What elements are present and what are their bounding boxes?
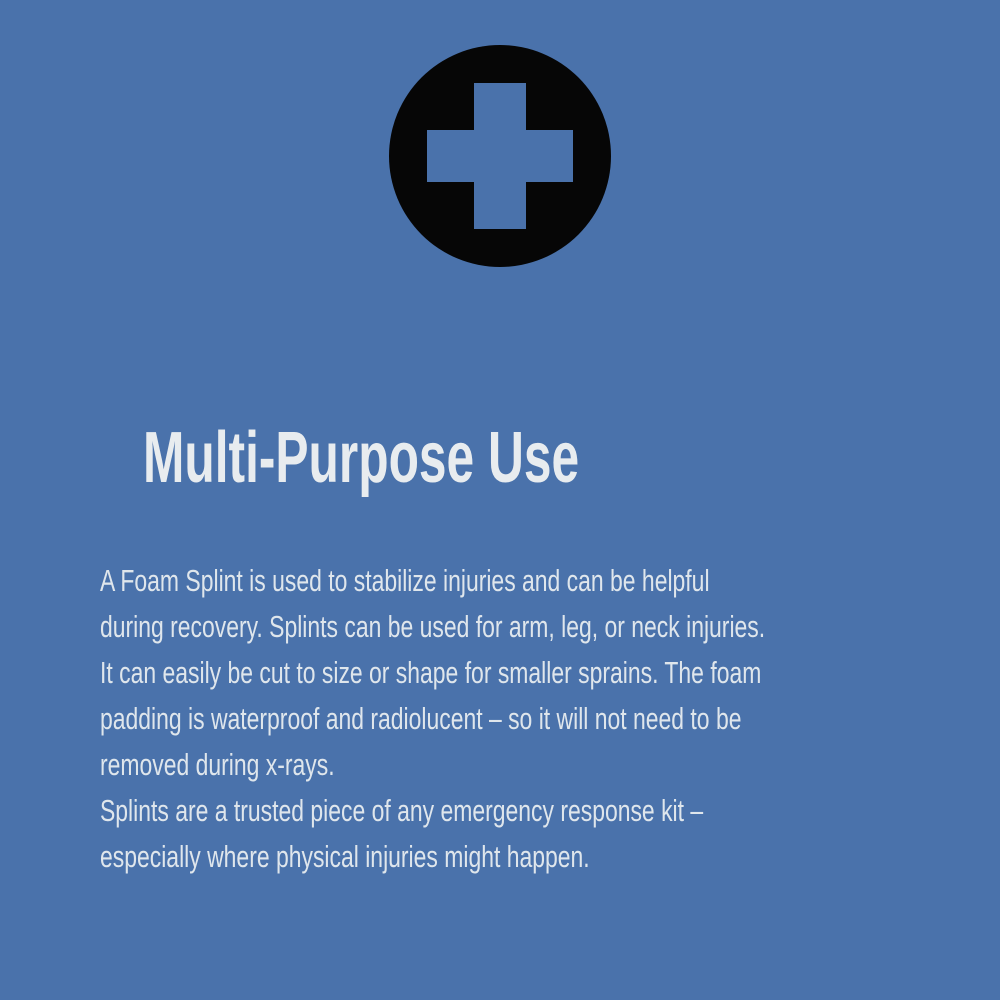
body-line: removed during x-rays. [100,747,335,782]
body-line: padding is waterproof and radiolucent – so it will not need to be [100,701,742,736]
body-line: It can easily be cut to size or shape for smaller sprains. The foam [100,655,762,690]
medical-cross-svg [389,45,611,267]
body-line: especially where physical injuries might happen. [100,839,590,874]
body-line: A Foam Splint is used to stabilize injuries and can be helpful [100,563,710,598]
body-paragraph [100,558,765,880]
body-line: during recovery. Splints can be used for arm, leg, or neck injuries. [100,609,766,644]
cross-horizontal-bar [427,130,573,182]
medical-cross-icon [389,45,611,267]
body-line: Splints are a trusted piece of any emergency response kit – [100,793,704,828]
page-title: Multi-Purpose Use [143,418,580,498]
